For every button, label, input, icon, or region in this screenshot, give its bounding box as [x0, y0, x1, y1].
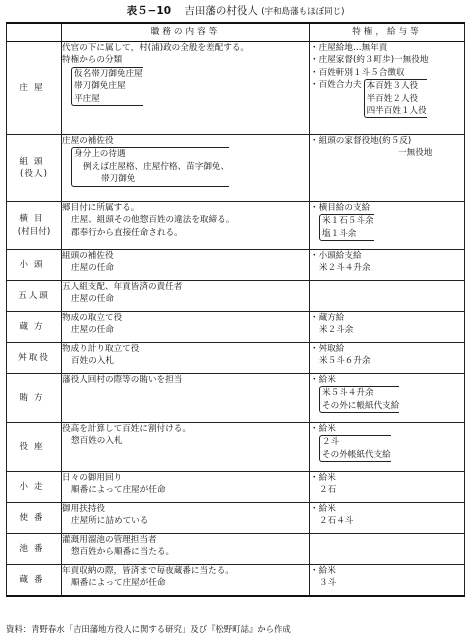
feature-cell	[310, 343, 465, 374]
feature-line: 塩１斗余	[322, 228, 357, 239]
content-line: 郡奉行から直接任命される。	[71, 227, 183, 238]
content-cell	[62, 312, 310, 343]
content-line: 年貢収納の際，皆済まで毎夜蔵番に当たる。	[62, 566, 234, 576]
content-line: 五人組支配、年貢皆済の責任者	[62, 282, 183, 292]
content-cell	[62, 202, 310, 250]
feature-cell	[310, 281, 465, 312]
feature-cell	[310, 472, 465, 503]
feature-line: 四半百姓１人役	[366, 106, 427, 117]
table-row	[7, 534, 465, 565]
content-line: 御用扶持役	[62, 504, 105, 514]
feature-cell	[310, 565, 465, 596]
feature-line: ・給米	[310, 504, 336, 514]
source-note: 資料：青野春水「吉田藩地方役人に関する研究」及び『松野町誌』から作成	[6, 624, 291, 634]
content-line: 役高を計算して百姓に割付ける。	[62, 424, 191, 434]
content-line: 庄屋、組頭その他惣百姓の違法を取締る。	[71, 215, 235, 226]
feature-cell	[310, 312, 465, 343]
role-cell: 蔵番	[7, 565, 62, 596]
content-line: 日々の御用回り	[62, 473, 123, 483]
role-label: 組頭	[19, 156, 49, 167]
content-cell	[62, 281, 310, 312]
content-line: 物成り計り取立て役	[62, 344, 140, 354]
table-caption	[0, 4, 471, 19]
table-row	[7, 343, 465, 374]
content-line: 物成の取立て役	[62, 313, 123, 323]
role-cell: 舛取役	[7, 343, 62, 374]
content-line: 藩役人回村の際等の賄いを担当	[62, 375, 183, 385]
table-row	[7, 472, 465, 503]
content-line: 庄屋所に詰めている	[71, 516, 149, 527]
role-cell: 五人頭	[7, 281, 62, 312]
content-cell	[62, 250, 310, 281]
table-row	[7, 250, 465, 281]
content-line: 順番によって庄屋が任命	[71, 578, 166, 589]
feature-line: 米５斗４升余	[322, 388, 374, 399]
feature-line: 米５斗６升余	[319, 356, 371, 367]
role-sub-label: (役人)	[20, 169, 48, 179]
feature-line: ３斗	[319, 578, 337, 589]
feature-cell	[310, 250, 465, 281]
content-line: 惣百姓の入札	[71, 436, 123, 447]
content-cell	[62, 503, 310, 534]
feature-line: ・庄屋給地…無年貢	[310, 43, 388, 53]
table-row	[7, 565, 465, 596]
feature-line: ・蔵方給	[310, 313, 345, 323]
content-cell	[62, 423, 310, 472]
content-line: 仮名帯刀御免庄屋	[74, 68, 143, 79]
content-line: 庄屋の任命	[71, 294, 114, 305]
header-privileges: 特権，給与等	[310, 23, 465, 42]
table-subtitle: (宇和島藩もほぼ同じ)	[261, 7, 345, 17]
feature-cell	[310, 503, 465, 534]
table-row	[7, 135, 465, 202]
role-cell: 賄方	[7, 374, 62, 423]
feature-cell	[310, 135, 465, 202]
bracket-group	[71, 67, 143, 106]
feature-cell	[310, 374, 465, 423]
content-cell	[62, 472, 310, 503]
feature-line: ・百姓合力夫	[310, 80, 362, 91]
header-blank	[7, 23, 62, 42]
feature-line: ・給米	[310, 473, 336, 483]
role-cell	[7, 135, 62, 202]
role-sub-label: (村目付)	[17, 226, 51, 237]
bracket-group	[71, 147, 229, 186]
table-row	[7, 374, 465, 423]
role-label: 横目	[19, 214, 49, 225]
content-line: 郷目付に所属する。	[62, 203, 140, 213]
table-row	[7, 423, 465, 472]
role-cell: 役座	[7, 423, 62, 472]
table-number: 表５−10	[126, 5, 172, 17]
content-line: 例えば庄屋格、庄屋佇格、苗字御免、	[83, 161, 230, 172]
content-line: 組頭の補佐役	[62, 251, 114, 261]
content-line: 百姓の入札	[71, 356, 114, 367]
feature-line: 半百姓２人役	[366, 93, 419, 104]
feature-line: ・横目給の支給	[310, 203, 371, 213]
role-cell: 使番	[7, 503, 62, 534]
feature-line: ・百姓軒別１斗５合徴収	[310, 67, 405, 78]
content-line: 身分上の待遇	[74, 149, 126, 160]
table-title: 吉田藩の村役人	[184, 5, 258, 17]
bracket-group	[319, 386, 399, 413]
feature-line: ・組頭の家督役地(約５反)	[310, 136, 412, 146]
content-line: 庄屋の任命	[71, 325, 114, 336]
feature-line: ２斗	[322, 437, 340, 448]
feature-line: ・給米	[310, 424, 336, 434]
feature-line: ２石	[319, 485, 337, 496]
feature-line: ・庄屋家督(約３町歩)一無役地	[310, 55, 429, 66]
feature-line: 米２斗４升余	[319, 263, 371, 274]
content-line: 惣百姓から順番に当たる。	[71, 547, 175, 558]
content-cell	[62, 565, 310, 596]
feature-line: ・給米	[310, 566, 336, 576]
feature-line: ・小頭給支給	[310, 251, 362, 261]
role-cell: 庄屋	[7, 42, 62, 135]
content-cell	[62, 42, 310, 135]
bracket-group	[319, 435, 391, 462]
content-line: 順番によって庄屋が任命	[71, 485, 166, 496]
content-line: 庄屋の補佐役	[62, 136, 114, 146]
feature-line: 米１石５斗余	[322, 216, 374, 227]
content-line: 特権からの分類	[62, 55, 123, 66]
feature-line: ・給米	[310, 375, 336, 385]
content-line: 代官の下に属して，村(浦)政の全般を差配する。	[62, 43, 250, 53]
feature-line: ・舛取給	[310, 344, 345, 354]
feature-line: その外に帳紙代支給	[322, 400, 400, 411]
content-cell	[62, 374, 310, 423]
feature-line: ２石４斗	[319, 516, 354, 527]
table-row	[7, 281, 465, 312]
table-row	[7, 202, 465, 250]
feature-cell	[310, 423, 465, 472]
table-row	[7, 503, 465, 534]
role-cell: 小走	[7, 472, 62, 503]
header-row	[7, 23, 465, 42]
feature-cell	[310, 534, 465, 565]
feature-cell	[310, 202, 465, 250]
table-row	[7, 312, 465, 343]
feature-line: 一無役地	[398, 148, 433, 159]
role-cell: 蔵方	[7, 312, 62, 343]
content-line: 帯刀御免	[101, 174, 136, 185]
content-cell	[62, 343, 310, 374]
content-line: 灌漑用溜池の管理担当者	[62, 535, 157, 545]
role-cell	[7, 202, 62, 250]
content-line: 庄屋の任命	[71, 263, 114, 274]
table-row	[7, 42, 465, 135]
content-cell	[62, 534, 310, 565]
role-cell: 小頭	[7, 250, 62, 281]
village-officials-table	[6, 22, 465, 597]
header-duties: 職務の内容等	[62, 23, 310, 42]
content-line: 平庄屋	[74, 93, 100, 104]
feature-line: 本百姓３人役	[366, 81, 419, 92]
feature-line: その外帳紙代支給	[322, 449, 391, 460]
content-cell	[62, 135, 310, 202]
role-cell: 池番	[7, 534, 62, 565]
content-line: 帯刀御免庄屋	[74, 81, 126, 92]
bracket-group	[364, 79, 427, 118]
feature-line: 米２斗余	[319, 325, 354, 336]
bracket-group	[319, 214, 374, 241]
feature-cell	[310, 42, 465, 135]
